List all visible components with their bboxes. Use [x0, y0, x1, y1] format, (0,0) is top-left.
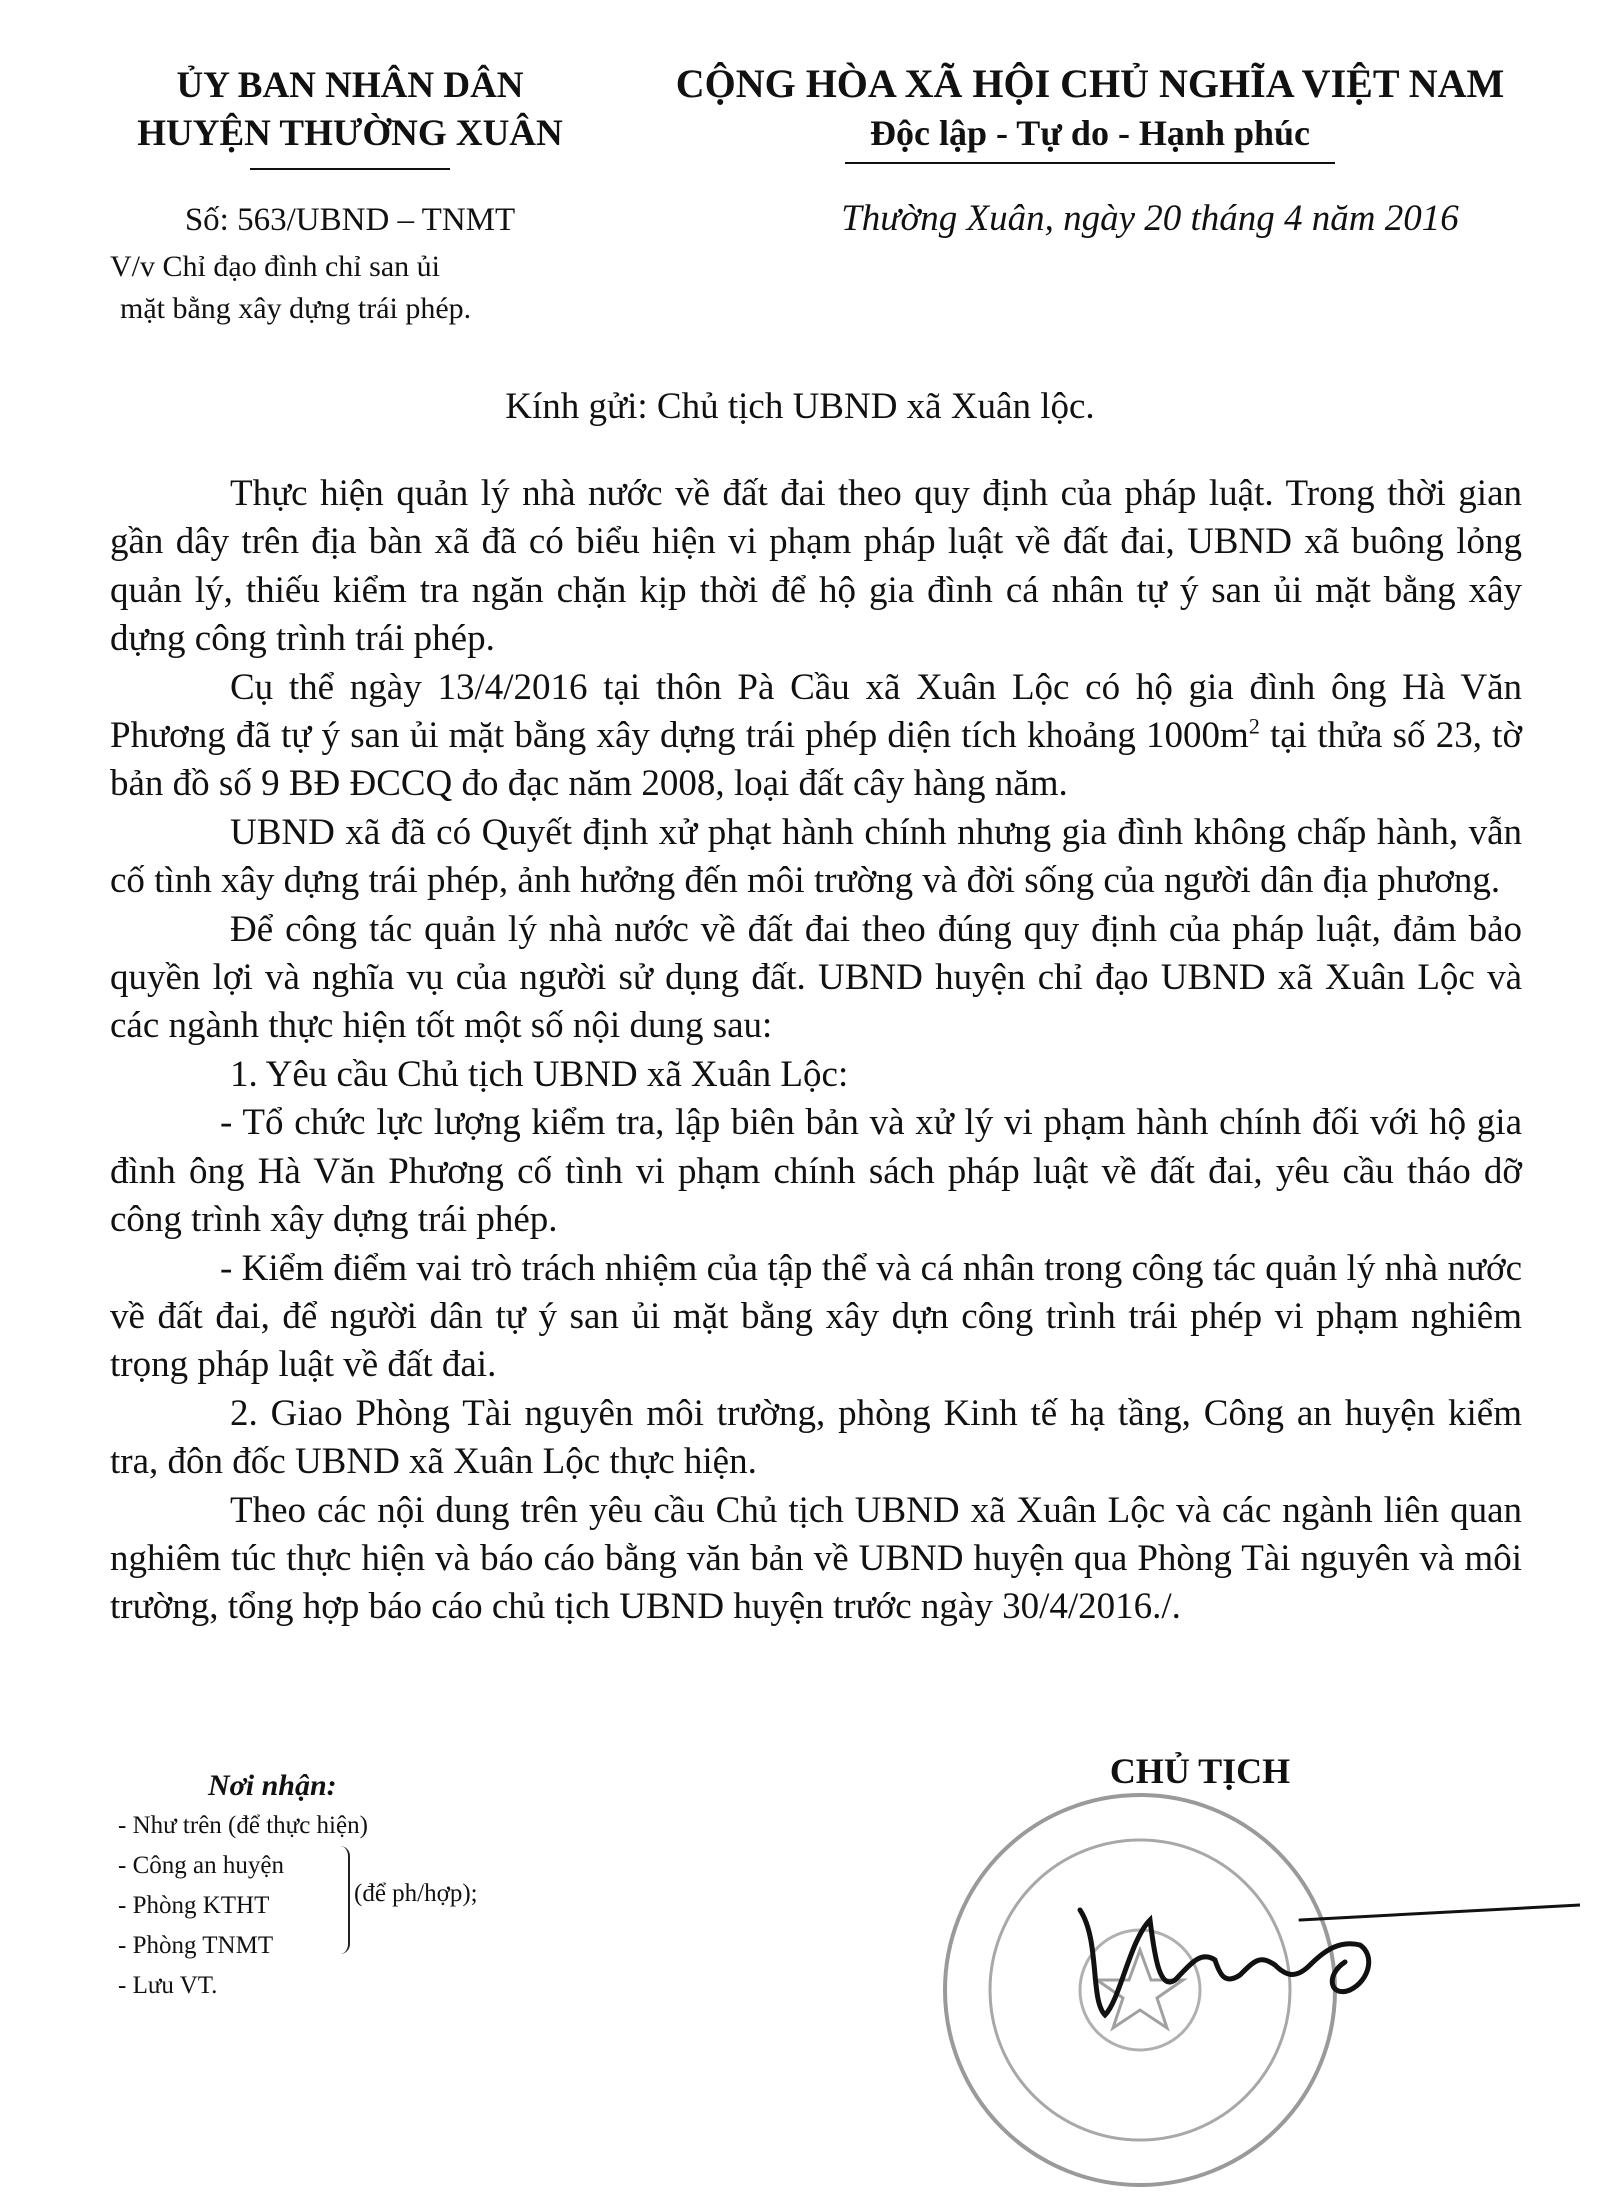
item-1: 1. Yêu cầu Chủ tịch UBND xã Xuân Lộc: — [230, 1053, 849, 1095]
paragraph-4: Để công tác quản lý nhà nước về đất đai theo đúng quy định của pháp luật, đảm bảo quyền lợi và nghĩa vụ của người sử dụng đất. UBND huyện chỉ đạo UBND xã Xuân Lộc và các ngành thực hiện tốt một số nội dung sau: — [110, 908, 1522, 1047]
brace-bracket — [336, 1846, 350, 1954]
recipient-item: - Như trên (để thực hiện) — [118, 1812, 368, 1839]
authority-line-2: HUYỆN THƯỜNG XUÂN — [137, 113, 563, 154]
recipient-item: - Công an huyện — [118, 1852, 284, 1879]
item-2: 2. Giao Phòng Tài nguyên môi trường, phòng Kinh tế hạ tầng, Công an huyện kiểm tra, đôn đốc UBND xã Xuân Lộc thực hiện. — [110, 1392, 1522, 1483]
authority-line-1: ỦY BAN NHÂN DÂN — [176, 65, 524, 106]
recipients-title: Nơi nhận: — [208, 1769, 337, 1802]
motto-underline — [845, 162, 1335, 164]
recipient-line: Kính gửi: Chủ tịch UBND xã Xuân lộc. — [505, 386, 1095, 427]
document-date: Thường Xuân, ngày 20 tháng 4 năm 2016 — [841, 198, 1459, 239]
subject-line-2: mặt bằng xây dựng trái phép. — [120, 292, 472, 325]
paragraph-5: Theo các nội dung trên yêu cầu Chủ tịch UBND xã Xuân Lộc và các ngành liên quan nghiêm túc thực hiện và báo cáo bằng văn bản về UBND huyện qua Phòng Tài nguyên và môi trường, tổng hợp báo cáo chủ tịch UBND huyện trước ngày 30/4/2016./. — [110, 1489, 1522, 1628]
recipient-item: - Phòng TNMT — [118, 1932, 274, 1959]
document-body — [110, 470, 1522, 1632]
paragraph-1: Thực hiện quản lý nhà nước về đất đai theo quy định của pháp luật. Trong thời gian gần dây trên địa bàn xã đã có biểu hiện vi phạm pháp luật về đất đai, UBND xã buông lỏng quản lý, thiếu kiểm tra ngăn chặn kịp thời để hộ gia đình cá nhân tự ý san ủi mặt bằng xây dựng công trình trái phép. — [110, 473, 1522, 660]
item-1-a: - Tổ chức lực lượng kiểm tra, lập biên bản và xử lý vi phạm hành chính đối với hộ gia đình ông Hà Văn Phương cố tình vi phạm chính sách pháp luật về đất đai, yêu cầu tháo dỡ công trình xây dựng trái phép. — [110, 1102, 1522, 1241]
paragraph-2-part-a: Cụ thể ngày 13/4/2016 tại thôn Pà Cầu xã Xuân Lộc có hộ gia đình ông Hà Văn Phương đã tự ý san ủi mặt bằng xây dựng trái phép diện tích khoảng 1000m — [110, 666, 1522, 757]
item-1-b: - Kiểm điểm vai trò trách nhiệm của tập thể và cá nhân trong công tác quản lý nhà nước về đất đai, để người dân tự ý san ủi mặt bằng xây dựn công trình trái phép vi phạm nghiêm trọng pháp luật về đất đai. — [110, 1247, 1522, 1386]
issuing-authority — [80, 62, 620, 158]
signature-icon — [1060, 1880, 1580, 2030]
document-subject — [110, 246, 630, 330]
document-number: Số: 563/UBND – TNMT — [184, 202, 516, 238]
subject-line-1: V/v Chỉ đạo đình chỉ san ủi — [110, 250, 440, 283]
recipient-item: - Lưu VT. — [118, 1972, 218, 1999]
national-motto: Độc lập - Tự do - Hạnh phúc — [869, 113, 1311, 153]
superscript-2: 2 — [1248, 713, 1260, 739]
signer-title: CHỦ TỊCH — [1109, 1751, 1291, 1791]
paragraph-3: UBND xã đã có Quyết định xử phạt hành chính nhưng gia đình không chấp hành, vẫn cố tình xây dựng trái phép, ảnh hưởng đến môi trường và đời sống của người dân địa phương. — [110, 811, 1522, 902]
national-header — [640, 58, 1540, 156]
paragraph-2 — [110, 664, 1522, 809]
brace-label: (để ph/hợp); — [354, 1880, 478, 1907]
authority-underline — [250, 168, 450, 170]
recipient-item: - Phòng KTHT — [118, 1892, 270, 1919]
national-title: CỘNG HÒA XÃ HỘI CHỦ NGHĨA VIỆT NAM — [675, 61, 1505, 106]
paragraph-2-part-b: tại thửa số 23, tờ bản đồ số 9 BĐ ĐCCQ đo đạc năm 2008, loại đất cây hàng năm. — [110, 715, 1523, 805]
recipients-list — [118, 1806, 368, 2006]
